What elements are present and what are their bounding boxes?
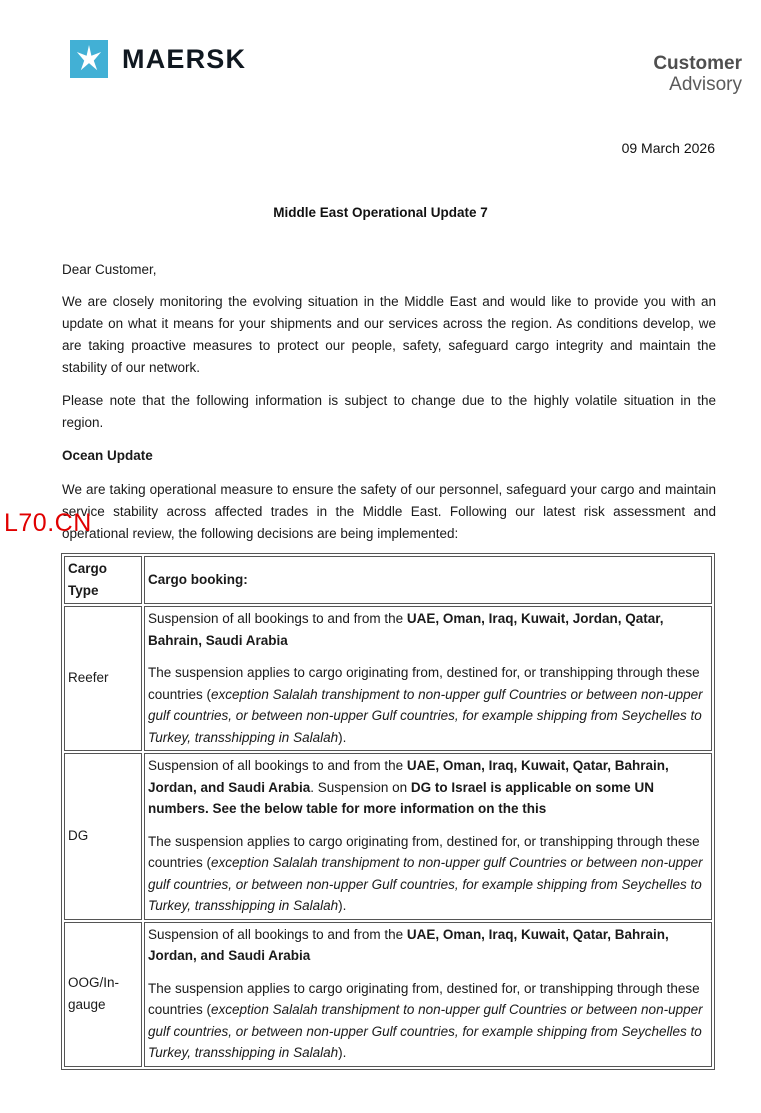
exception-note: exception Salalah transhipment to non-upper gulf Countries or between non-upper gulf countries, or between non-upper Gulf countries, for example shipping from Seychelles to Turkey, transshipping in Salalah [148,855,703,913]
scope-prefix: The suspension applies to cargo originating from, destined for, or transhipping through these countries ( [148,833,700,870]
scope-prefix: The suspension applies to cargo originating from, destined for, or transhipping through these countries ( [148,665,700,702]
table-row [64,606,712,751]
salutation: Dear Customer, [62,262,157,277]
cargo-type-cell: OOG/In-gauge [64,922,142,1067]
advisory-line-1: Customer [653,53,742,74]
scope-prefix: The suspension applies to cargo originating from, destined for, or transhipping through these countries ( [148,980,700,1017]
scope-paragraph [148,662,708,748]
scope-paragraph [148,831,708,917]
country-list: UAE, Oman, Iraq, Kuwait, Qatar, Bahrain, Jordan, and Saudi Arabia [148,926,669,963]
suspension-paragraph [148,924,708,967]
table-row [64,922,712,1067]
cargo-booking-table [61,553,715,1070]
scope-suffix: ). [338,898,347,913]
table-header-row [64,556,712,604]
table-row [64,753,712,920]
cargo-type-cell: DG [64,753,142,920]
advisory-line-2: Advisory [669,74,742,95]
header-cargo-type: Cargo Type [64,556,142,604]
note-paragraph [62,390,716,434]
exception-note: exception Salalah transhipment to non-upper gulf Countries or between non-upper gulf countries, or between non-upper Gulf countries, for example shipping from Seychelles to Turkey, transshipping in Salalah [148,686,703,745]
exception-note: exception Salalah transhipment to non-upper gulf Countries or between non-upper gulf countries, or between non-upper Gulf countries, for example shipping from Seychelles to Turkey, transshipping in Salalah [148,1002,703,1060]
cargo-type-cell: Reefer [64,606,142,751]
document-title: Middle East Operational Update 7 [273,205,488,220]
intro-text: We are closely monitoring the evolving situation in the Middle East and would like to provide you with an update on what it means for your shipments and our services across the region. As conditions develop, we are taking proactive measures to protect our people, safety, safeguard cargo integrity and maintain the stability of our network. [62,294,716,375]
star-icon [70,40,108,78]
ocean-update-text: We are taking operational measure to ensure the safety of our personnel, safeguard your cargo and maintain service stability across affected trades in the Middle East. Following our latest risk assessment and operational review, the following decisions are being implemented: [62,482,716,541]
suspension-prefix: Suspension of all bookings to and from the [148,926,407,942]
suspension-prefix: Suspension of all bookings to and from the [148,758,407,773]
suspension-paragraph [148,755,708,820]
intro-paragraph [62,291,716,379]
logo-wordmark: MAERSK [122,43,247,74]
document-date: 09 March 2026 [621,140,715,156]
note-text: Please note that the following information is subject to change due to the highly volatile situation in the region. [62,393,716,430]
israel-dg-note: DG to Israel is applicable on some UN numbers. See the below table for more information on the this [148,779,654,816]
scope-suffix: ). [338,729,347,745]
ocean-update-paragraph [62,479,716,545]
cargo-booking-cell [144,922,712,1067]
scope-suffix: ). [338,1045,347,1060]
maersk-logo [70,40,246,78]
watermark: L70.CN [4,509,92,537]
cargo-booking-cell [144,606,712,751]
country-list: UAE, Oman, Iraq, Kuwait, Jordan, Qatar, Bahrain, Saudi Arabia [148,611,664,648]
suspension-prefix: Suspension of all bookings to and from the [148,611,407,626]
ocean-update-heading: Ocean Update [62,448,153,463]
country-list: UAE, Oman, Iraq, Kuwait, Qatar, Bahrain, Jordan, and Saudi Arabia [148,758,669,795]
suspension-paragraph [148,608,708,651]
suspension-mid: . Suspension on [310,779,411,795]
header-cargo-booking: Cargo booking: [144,556,712,604]
scope-paragraph [148,978,708,1064]
customer-advisory-label [653,53,742,95]
cargo-booking-cell [144,753,712,920]
